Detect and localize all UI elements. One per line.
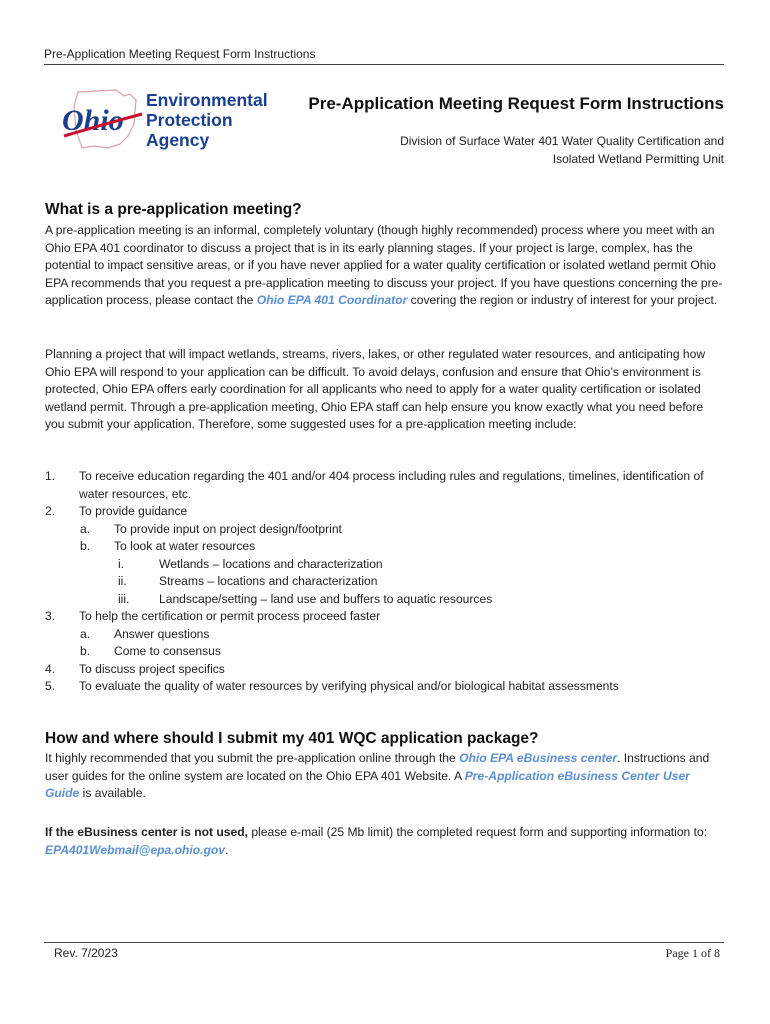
list-item bbox=[0, 538, 725, 556]
logo-ohio-text: Ohio bbox=[62, 104, 124, 137]
list-number: 3. bbox=[45, 609, 56, 623]
user-guide-link[interactable]: Pre-Application eBusiness Center User Guide bbox=[45, 768, 690, 800]
section-heading-what: What is a pre-application meeting? bbox=[45, 201, 302, 218]
submit-text-end: is available. bbox=[79, 786, 146, 800]
page-number: Page 1 of 8 bbox=[665, 946, 720, 960]
revision-label: Rev. 7/2023 bbox=[54, 946, 118, 960]
list-item bbox=[0, 661, 725, 679]
list-number: a. bbox=[80, 626, 91, 641]
list-text: Come to consensus bbox=[114, 644, 221, 658]
email-text: please e-mail (25 Mb limit) the completed request form and supporting information to: bbox=[247, 825, 708, 839]
list-number: 5. bbox=[45, 679, 56, 693]
subtitle-line-1: Division of Surface Water 401 Water Quality Certification and bbox=[400, 134, 724, 148]
list-item bbox=[0, 591, 725, 609]
submit-text: It highly recommended that you submit the pre-application online through the bbox=[45, 751, 460, 765]
list-text: Streams – locations and characterization bbox=[159, 574, 378, 588]
list-item bbox=[0, 626, 725, 644]
submit-text-mid: . Instructions and user guides for the online system are located on the Ohio EPA 401 Website. A bbox=[45, 751, 710, 783]
footer-divider bbox=[44, 942, 724, 943]
list-number: iii. bbox=[118, 591, 130, 606]
ohio-epa-logo bbox=[58, 86, 278, 154]
agency-line-1: Environmental bbox=[146, 90, 268, 110]
list-text: Answer questions bbox=[114, 626, 210, 641]
list-text: Landscape/setting – land use and buffers to aquatic resources bbox=[159, 591, 493, 606]
email-link[interactable]: EPA401Webmail@epa.ohio.gov bbox=[45, 842, 226, 857]
document-title: Pre-Application Meeting Request Form Instructions bbox=[308, 94, 724, 113]
agency-line-3: Agency bbox=[146, 130, 210, 150]
email-text-end: . bbox=[225, 842, 229, 857]
paragraph-planning: Planning a project that will impact wetlands, streams, rivers, lakes, or other regulated water resources, and anticipating how Ohio EPA will respond to your application can be difficult. To avoid delays, confusion and ensure that Ohio’s environment is protected, Ohio EPA offers early coordination for all applicants who need to apply for a water quality certification or isolated wetland permit. Through a pre-application meeting, Ohio EPA staff can help ensure you know exactly what you need before you submit your application. Therefore, some suggested uses for a pre-application meeting include: bbox=[45, 347, 706, 431]
list-number: 4. bbox=[45, 661, 56, 676]
list-text: To receive education regarding the 401 and/or 404 process including rules and regulations, timelines, identification of water resources, etc. bbox=[79, 469, 704, 501]
coordinator-link[interactable]: Ohio EPA 401 Coordinator bbox=[256, 293, 408, 307]
list-number: 2. bbox=[45, 504, 56, 518]
running-header: Pre-Application Meeting Request Form Instructions bbox=[44, 47, 724, 65]
list-item bbox=[0, 503, 725, 521]
list-text: To evaluate the quality of water resources by verifying physical and/or biological habitat assessments bbox=[79, 679, 619, 693]
ebusiness-center-link[interactable]: Ohio EPA eBusiness center bbox=[459, 751, 618, 765]
ohio-state-icon bbox=[58, 86, 150, 154]
list-item bbox=[0, 468, 725, 503]
list-text: To discuss project specifics bbox=[79, 661, 225, 676]
intro-text-end: covering the region or industry of interest for your project. bbox=[407, 293, 718, 307]
paragraph-email bbox=[45, 824, 725, 859]
list-number: ii. bbox=[118, 574, 127, 588]
paragraph-submit bbox=[45, 750, 725, 803]
list-text: To provide input on project design/footprint bbox=[114, 521, 342, 536]
list-item bbox=[0, 521, 725, 539]
list-number: 1. bbox=[45, 469, 56, 483]
list-text: To provide guidance bbox=[79, 504, 188, 518]
list-number: b. bbox=[80, 644, 91, 658]
list-item bbox=[0, 573, 725, 591]
subtitle-line-2: Isolated Wetland Permitting Unit bbox=[552, 152, 724, 166]
section-heading-how: How and where should I submit my 401 WQC application package? bbox=[45, 730, 539, 747]
list-text: Wetlands – locations and characterization bbox=[159, 556, 383, 571]
uses-list bbox=[0, 468, 725, 696]
paragraph-intro bbox=[45, 222, 725, 310]
list-number: i. bbox=[118, 556, 125, 571]
list-text: To look at water resources bbox=[114, 539, 256, 553]
list-number: b. bbox=[80, 539, 91, 553]
list-item bbox=[0, 678, 725, 696]
intro-text: A pre-application meeting is an informal, completely voluntary (though highly recommended) process where you meet with an Ohio EPA 401 coordinator to discuss a project that is in its early planning stages. If your project is large, complex, has the potential to impact sensitive areas, or if you have never applied for a water quality certification or isolated wetland permit Ohio EPA recommends that you request a pre-application meeting to discuss your project. If you have questions concerning the pre-application process, please contact the bbox=[45, 223, 723, 307]
list-item bbox=[0, 608, 725, 626]
document-subtitle bbox=[304, 132, 724, 168]
list-number: a. bbox=[80, 521, 91, 536]
list-item bbox=[0, 556, 725, 574]
agency-line-2: Protection bbox=[146, 110, 233, 130]
list-item bbox=[0, 643, 725, 661]
agency-name bbox=[146, 90, 268, 150]
email-bold-text: If the eBusiness center is not used, bbox=[45, 825, 248, 839]
list-text: To help the certification or permit process proceed faster bbox=[79, 609, 381, 623]
